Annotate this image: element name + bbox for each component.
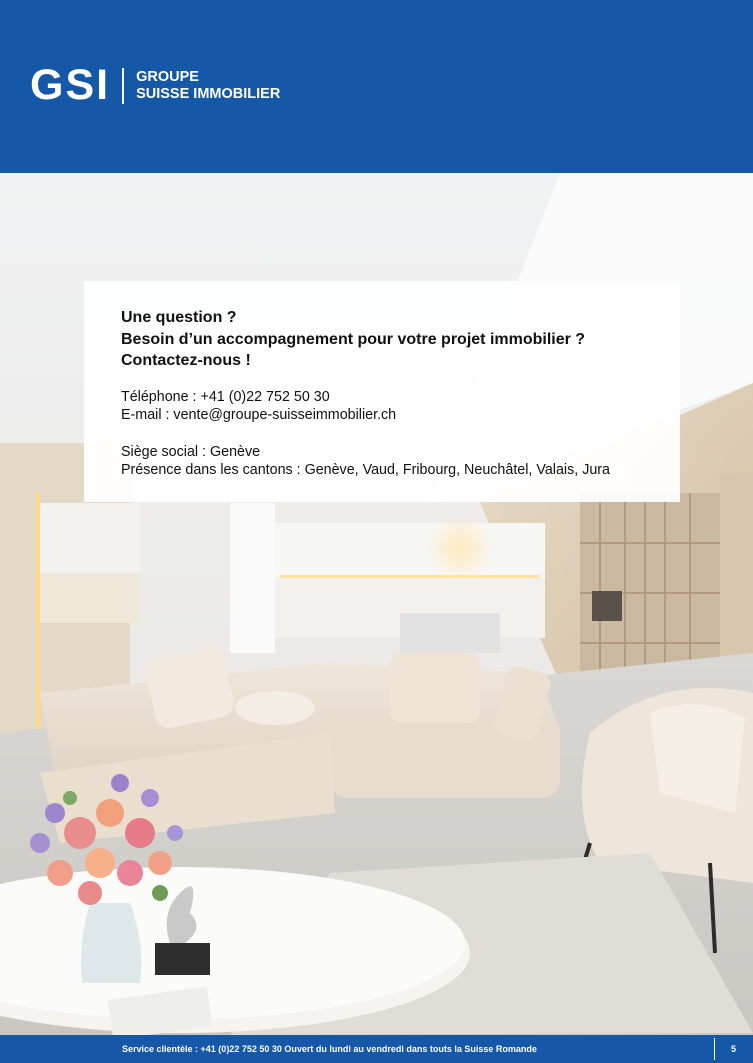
header-banner bbox=[0, 0, 753, 173]
footer-service-text: Service clientèle : +41 (0)22 752 50 30 Ouvert du lundi au vendredi dans touts la Suisse Romande bbox=[122, 1044, 537, 1054]
footer-divider bbox=[714, 1038, 715, 1060]
footer-bar bbox=[0, 1035, 753, 1063]
logo-line-1: GROUPE bbox=[136, 68, 199, 85]
company-logo bbox=[30, 61, 281, 109]
logo-mark: GSI bbox=[30, 61, 111, 109]
contact-phone: Téléphone : +41 (0)22 752 50 30 bbox=[121, 388, 330, 405]
logo-wordmark bbox=[136, 69, 280, 103]
logo-line-2: SUISSE IMMOBILIER bbox=[136, 85, 281, 102]
page-number: 5 bbox=[731, 1044, 737, 1054]
contact-cantons: Présence dans les cantons : Genève, Vaud, Fribourg, Neuchâtel, Valais, Jura bbox=[121, 461, 611, 478]
contact-card bbox=[84, 281, 680, 502]
contact-headquarters: Siège social : Genève bbox=[121, 443, 261, 460]
contact-headline-2: Besoin d’un accompagnement pour votre projet immobilier ? bbox=[121, 330, 586, 348]
contact-email: E-mail : vente@groupe-suisseimmobilier.ch bbox=[121, 406, 397, 423]
logo-divider bbox=[122, 68, 124, 104]
contact-headline-3: Contactez-nous ! bbox=[121, 352, 251, 369]
contact-headline-1: Une question ? bbox=[121, 309, 237, 326]
